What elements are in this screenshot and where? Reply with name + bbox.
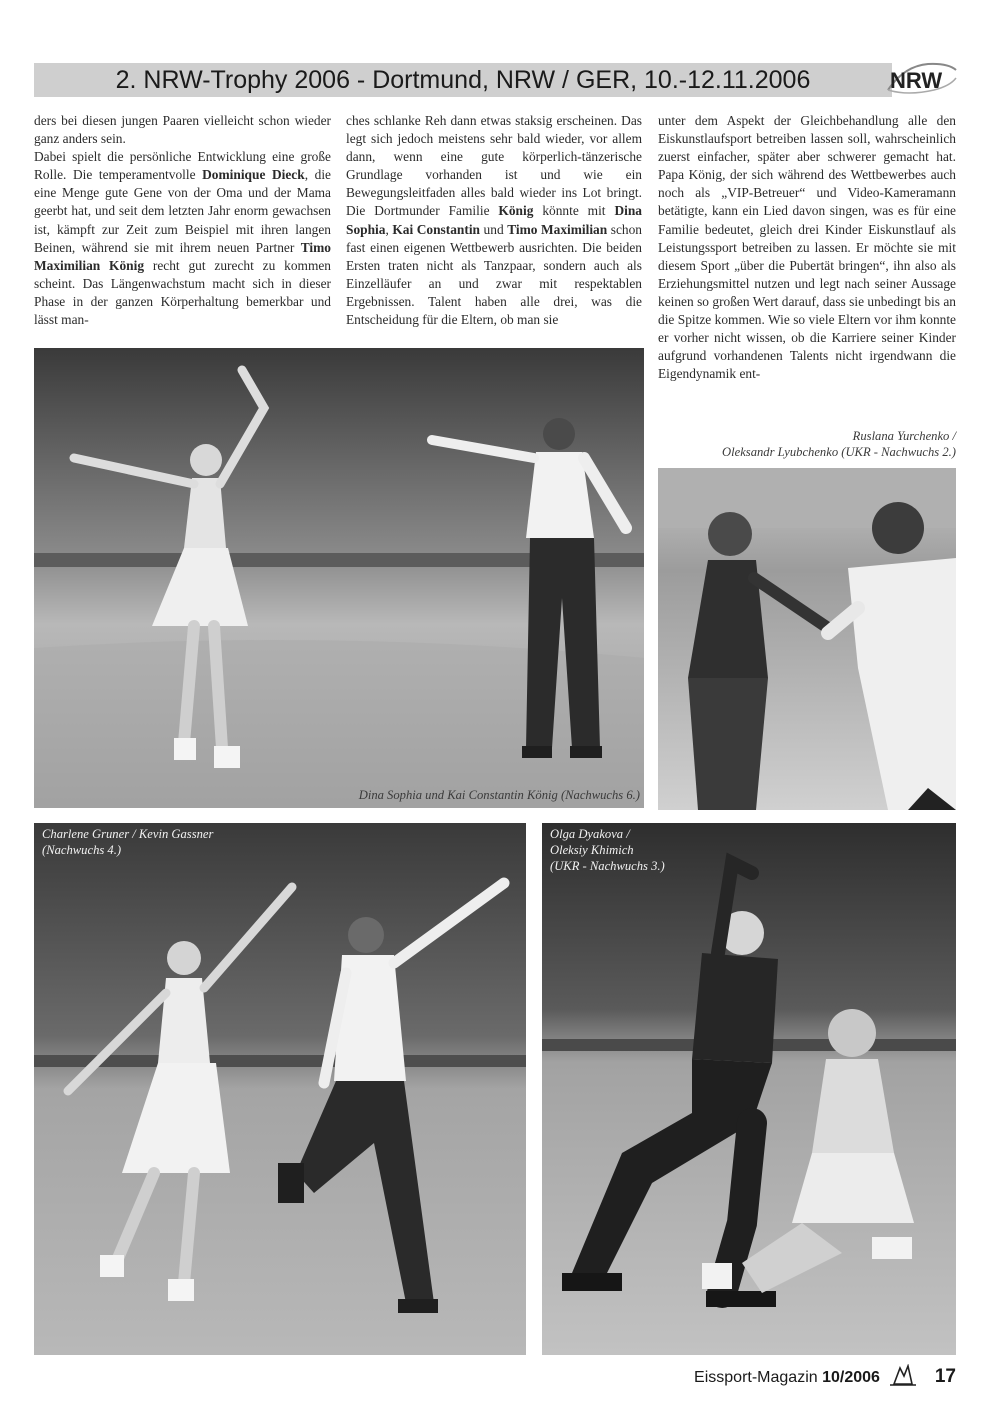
article-column-2 (346, 112, 642, 348)
article-name-bold: König (498, 203, 534, 219)
issue-number: 10/2006 (822, 1369, 880, 1386)
page-title: 2. NRW-Trophy 2006 - Dortmund, NRW / GER, 10.-12.11.2006 (115, 66, 811, 94)
article-text: recht gut zurecht zu kommen scheint. Das Längenwachstum macht sich in dieser Phase in der ganzen Körperhaltung bemerkbar und lässt man- (34, 257, 331, 328)
page-number: 17 (934, 1366, 956, 1387)
article-text: Dabei spielt die persönliche Entwicklung eine große Rolle. Die temperamentvolle (34, 149, 331, 183)
magazine-name: Eissport-Magazin (694, 1369, 818, 1386)
nrw-logo (884, 60, 960, 100)
article-name-bold: Dina Sophia (346, 203, 642, 237)
photo-yurchenko-lyubchenko (658, 468, 956, 810)
svg-text:NRW: NRW (890, 68, 943, 93)
photo-gruner-gassner (34, 823, 526, 1355)
article-paragraph (346, 112, 642, 329)
article-column-3 (658, 112, 956, 442)
caption-photo-4-line-2: Oleksiy Khimich (550, 843, 634, 857)
article-text: und (480, 221, 508, 237)
article-text: ders bei diesen jungen Paaren vielleicht schon wieder ganz anders sein. (34, 113, 331, 147)
photo-dyakova-khimich (542, 823, 956, 1355)
penguin-mascot-icon (888, 1364, 918, 1386)
caption-photo-1: Dina Sophia und Kai Constantin König (Nachwuchs 6.) (358, 788, 640, 802)
article-paragraph (658, 112, 956, 383)
article-name-bold: Dominique Dieck (202, 167, 305, 183)
article-text: schon fast einen eigenen Wettbewerb ausrichten. Die beiden Ersten traten nicht als Tanzpaar, sondern auch als Einzelläufer an und zwar mit respektablen Ergebnissen. Talent haben alle drei, was die Entscheidung für die Eltern, ob man sie (346, 221, 642, 328)
article-paragraph (34, 112, 331, 329)
article-name-bold: Timo Maximilian König (34, 239, 331, 273)
caption-photo-2-line-2: Oleksandr Lyubchenko (UKR - Nachwuchs 2.) (722, 445, 956, 459)
caption-photo-2-line-1: Ruslana Yurchenko / (852, 429, 956, 443)
caption-photo-3-line-1: Charlene Gruner / Kevin Gassner (42, 827, 214, 841)
caption-photo-3-line-2: (Nachwuchs 4.) (42, 843, 122, 857)
caption-photo-4 (550, 826, 665, 874)
caption-photo-2 (658, 428, 956, 460)
page-footer (694, 1364, 956, 1388)
photo-dina-kai-koenig (34, 348, 644, 808)
article-text: könnte mit (533, 203, 615, 219)
article-text: , (385, 221, 393, 237)
caption-photo-3 (42, 826, 213, 858)
article-name-bold: Timo Maximilian (507, 221, 608, 237)
article-text: ches schlanke Reh dann etwas staksig erscheinen. Das legt sich jedoch meistens sehr bald wieder, vor allem dann, wenn eine gute körperlich-tänzerische Grundlage vorhanden ist und wie ein Bewegungsleitfaden alles bald wieder ins Lot bringt. Die Dortmunder Familie (346, 113, 642, 219)
caption-photo-4-line-3: (UKR - Nachwuchs 3.) (550, 859, 665, 873)
article-text: , die eine Menge gute Gene von der Oma und der Mama geerbt hat, und seit dem letzten Jahr enorm gewachsen ist, kämpft zur Zeit zum Beispiel mit ihren langen Beinen, während sie mit ihrem neuen Partner (34, 167, 331, 255)
article-name-bold: Kai Constantin (392, 221, 480, 237)
article-text: unter dem Aspekt der Gleichbehandlung alle den Eiskunstlaufsport betreiben lassen soll, wahrscheinlich zuerst einfacher, später aber schwerer gemacht hat. Papa König, der sich während des Wettbewerbes auch noch als „VIP-Betreuer“ und Video-Kameramann betätigte, kann ein Lied davon singen, was es für eine Familie bedeutet, gleich drei Kinder Eiskunstlauf als Leistungssport betreiben zu lassen. Er möchte sie mit diesem Sport „über die Pubertät bringen“, ihn also als Erziehungsmittel nutzen und legt nach seiner Aussage keinen so großen Wert darauf, dass sie unbedingt bis an die Spitze kommen. Wie so viele Eltern vor ihm konnte er vorher nicht wissen, ob die Karriere seiner Kinder aufgrund vorhandenen Talents nicht irgendwann die Eigendynamik ent- (658, 113, 956, 382)
caption-photo-4-line-1: Olga Dyakova / (550, 827, 630, 841)
article-column-1 (34, 112, 331, 348)
